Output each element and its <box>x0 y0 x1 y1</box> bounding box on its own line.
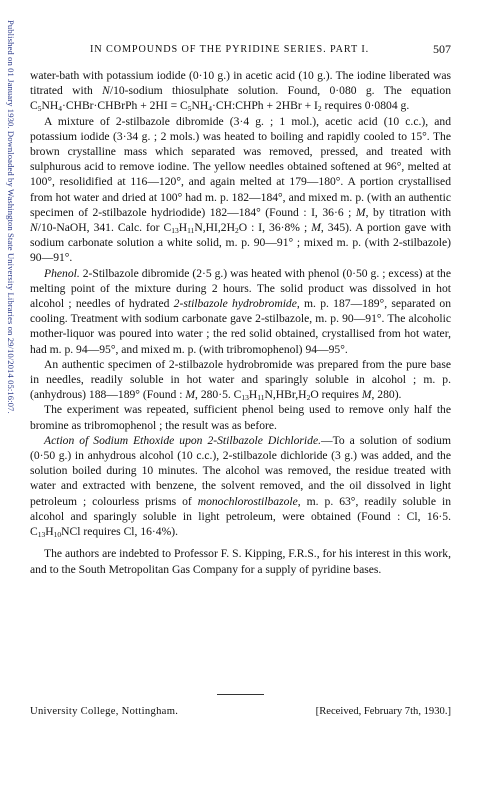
paragraph-titration: water-bath with potassium iodide (0·10 g.) in acetic acid (10 g.). The iodine liberated was titrated with N/10-sodium thiosulphate solution. Found, 0·080 g. The equation $C_5NH_4\cdot CHBr\cdot CHBrPh + 2HI$ = $C_5NH_4\cdot CH:CHPh + 2HBr + I_2$ requires 0·0804 g. <box>30 69 451 114</box>
footer <box>30 706 451 722</box>
affiliation: University College, Nottingham. <box>30 706 179 717</box>
download-watermark <box>2 20 16 640</box>
paragraph-hydrobromide: An authentic specimen of 2-stilbazole hydrobromide was prepared from the pure base in needles, readily soluble in hot water and sparingly soluble in alcohol ; m. p. (anhydrous) 188—189° (Found : M, 280·5. $C_{13}H_{11}N,HBr,H_2O$ requires M, 280). <box>30 357 451 403</box>
page-number: 507 <box>433 42 451 56</box>
watermark-text: Published on 01 January 1930. Downloaded by Washington State University Libraries on 29/10/2014 05:16:07. <box>6 20 16 414</box>
paragraph-sodium-ethoxide: Action of Sodium Ethoxide upon 2-Stilbazole Dichloride.—To a solution of sodium (0·50 g.) in anhydrous alcohol (10 c.c.), 2-stilbazole dichloride (3 g.) was added, and the solution boiled during 10 minutes. The alcohol was removed, the residue treated with water and extracted with benzene, the solvent removed, and the oil dissolved in light petroleum ; colourless prisms of monochlorostilbazole, m. p. 63°, readily soluble in alcohol and sparingly soluble in light petroleum, were obtained (Found : Cl, 16·5. $C_{13}H_{10}NCl$ requires Cl, 16·4%). <box>30 433 451 540</box>
running-header <box>30 44 451 58</box>
acknowledgement: The authors are indebted to Professor F. S. Kipping, F.R.S., for his interest in this work, and to the South Metropolitan Gas Company for a supply of pyridine bases. <box>30 547 451 576</box>
received-date: [Received, February 7th, 1930.] <box>315 706 451 717</box>
divider-rule <box>217 694 264 695</box>
paragraph-dibromide-iodide: A mixture of 2-stilbazole dibromide (3·4 g. ; 1 mol.), acetic acid (10 c.c.), and potassium iodide (3·34 g. ; 2 mols.) was heated to boiling and rapidly cooled to 15°. The brown crystalline mass which separated was removed, pressed, and treated with sulphurous acid to remove iodine. The yellow needles obtained softened at 96°, melted at 100°, resolidified at 116—120°, and again melted at 179—180°. A portion crystallised from hot water and dried at 100° had m. p. 182—184°, and mixed m. p. (with an authentic specimen of 2-stilbazole hydriodide) 182—184° (Found : I, 36·6 ; M, by titration with N/10-NaOH, 341. Calc. for $C_{13}H_{11}N,HI,2H_2O$ : I, 36·8% ; M, 345). A portion gave with sodium carbonate solution a white solid, m. p. 90—91° ; mixed m. p. (with 2-stilbazole) 90—91°. <box>30 114 452 265</box>
running-title: IN COMPOUNDS OF THE PYRIDINE SERIES. PART I. <box>90 44 370 55</box>
paragraph-repeat: The experiment was repeated, sufficient phenol being used to remove only half the bromine as tribromophenol ; the result was as before. <box>30 403 451 432</box>
article-body <box>30 68 451 577</box>
paragraph-phenol: Phenol. 2-Stilbazole dibromide (2·5 g.) was heated with phenol (0·50 g. ; excess) at the melting point of the mixture during 2 hours. The solid product was dissolved in hot alcohol ; needles of hydrated 2-stilbazole hydrobromide, m. p. 187—189°, separated on cooling. Treatment with sodium carbonate gave 2-stilbazole, m. p. 90—91°. The alcoholic mother-liquor was poured into water ; the red solid obtained, crystallised from hot water, had m. p. 94—95°, and mixed m. p. (with tribromophenol) 94—95°. <box>30 266 451 356</box>
